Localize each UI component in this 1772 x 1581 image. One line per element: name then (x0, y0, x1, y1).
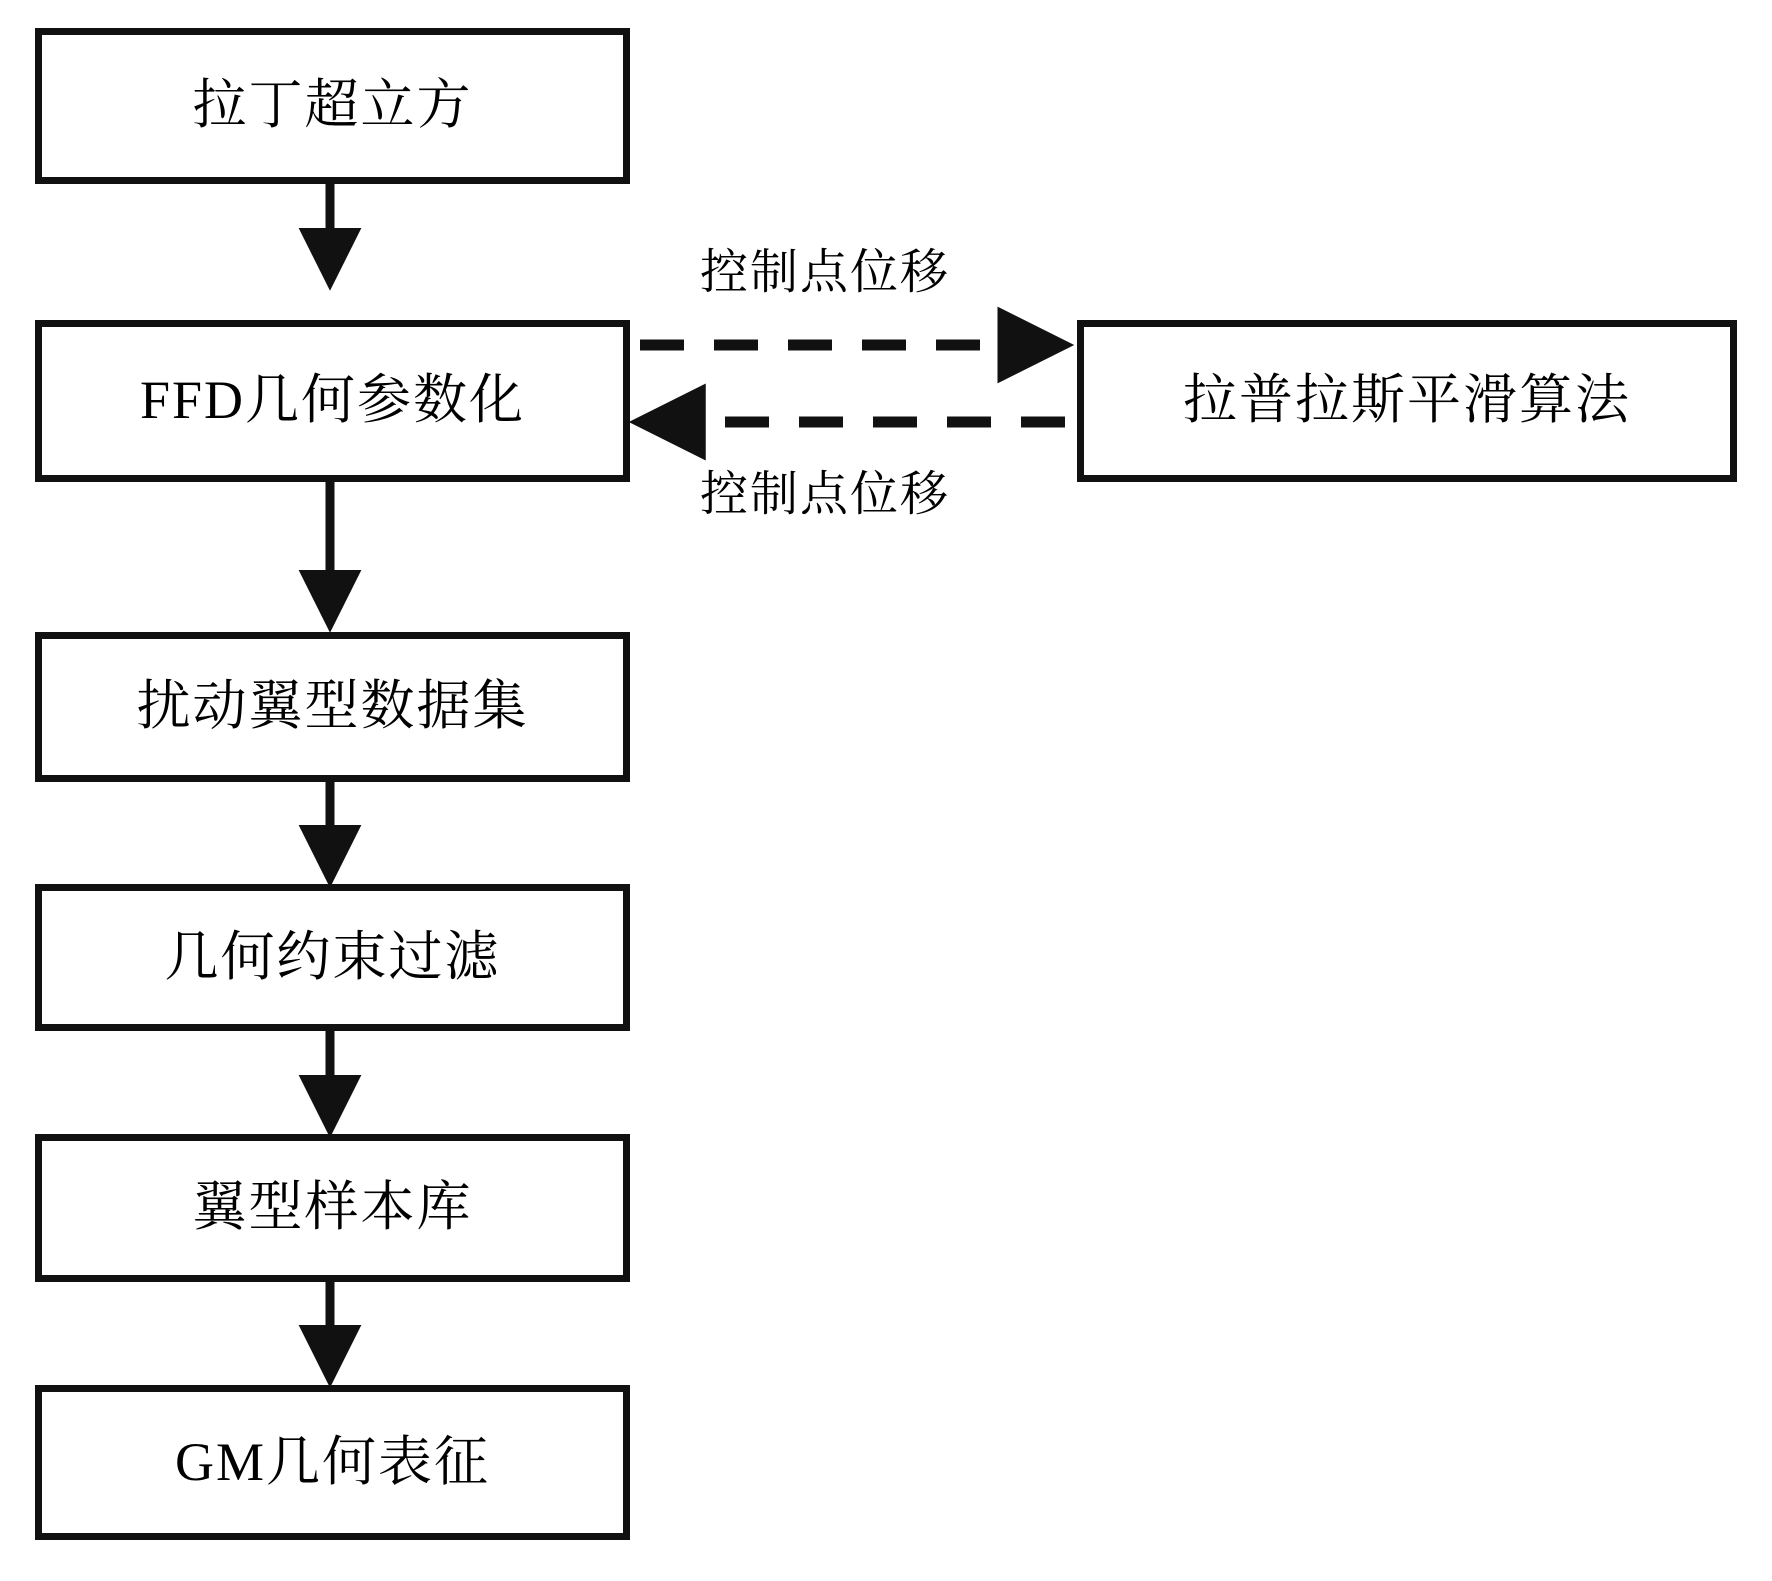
edge-label-text: 控制点位移 (700, 246, 951, 299)
node-label: 拉丁超立方 (192, 75, 473, 136)
node-laplacian-smoothing[interactable] (1077, 320, 1737, 482)
node-perturbed-airfoil-dataset[interactable] (35, 632, 630, 782)
edge-label-control-point-displacement-bottom (700, 455, 950, 524)
node-label: GM几何表征 (174, 1431, 490, 1492)
node-label: 扰动翼型数据集 (136, 676, 529, 737)
edge-label-control-point-displacement-top (700, 233, 950, 302)
node-geometric-constraint-filter[interactable] (35, 884, 630, 1031)
node-airfoil-sample-library[interactable] (35, 1134, 630, 1282)
node-label: 拉普拉斯平滑算法 (1183, 370, 1631, 431)
node-ffd-parameterization[interactable] (35, 320, 630, 482)
node-gm-geometry-representation[interactable] (35, 1385, 630, 1540)
edge-label-text: 控制点位移 (700, 468, 951, 521)
node-label: 几何约束过滤 (164, 926, 501, 987)
node-label: 翼型样本库 (192, 1177, 473, 1238)
node-label: FFD几何参数化 (139, 370, 526, 431)
node-latin-hypercube[interactable] (35, 28, 630, 184)
